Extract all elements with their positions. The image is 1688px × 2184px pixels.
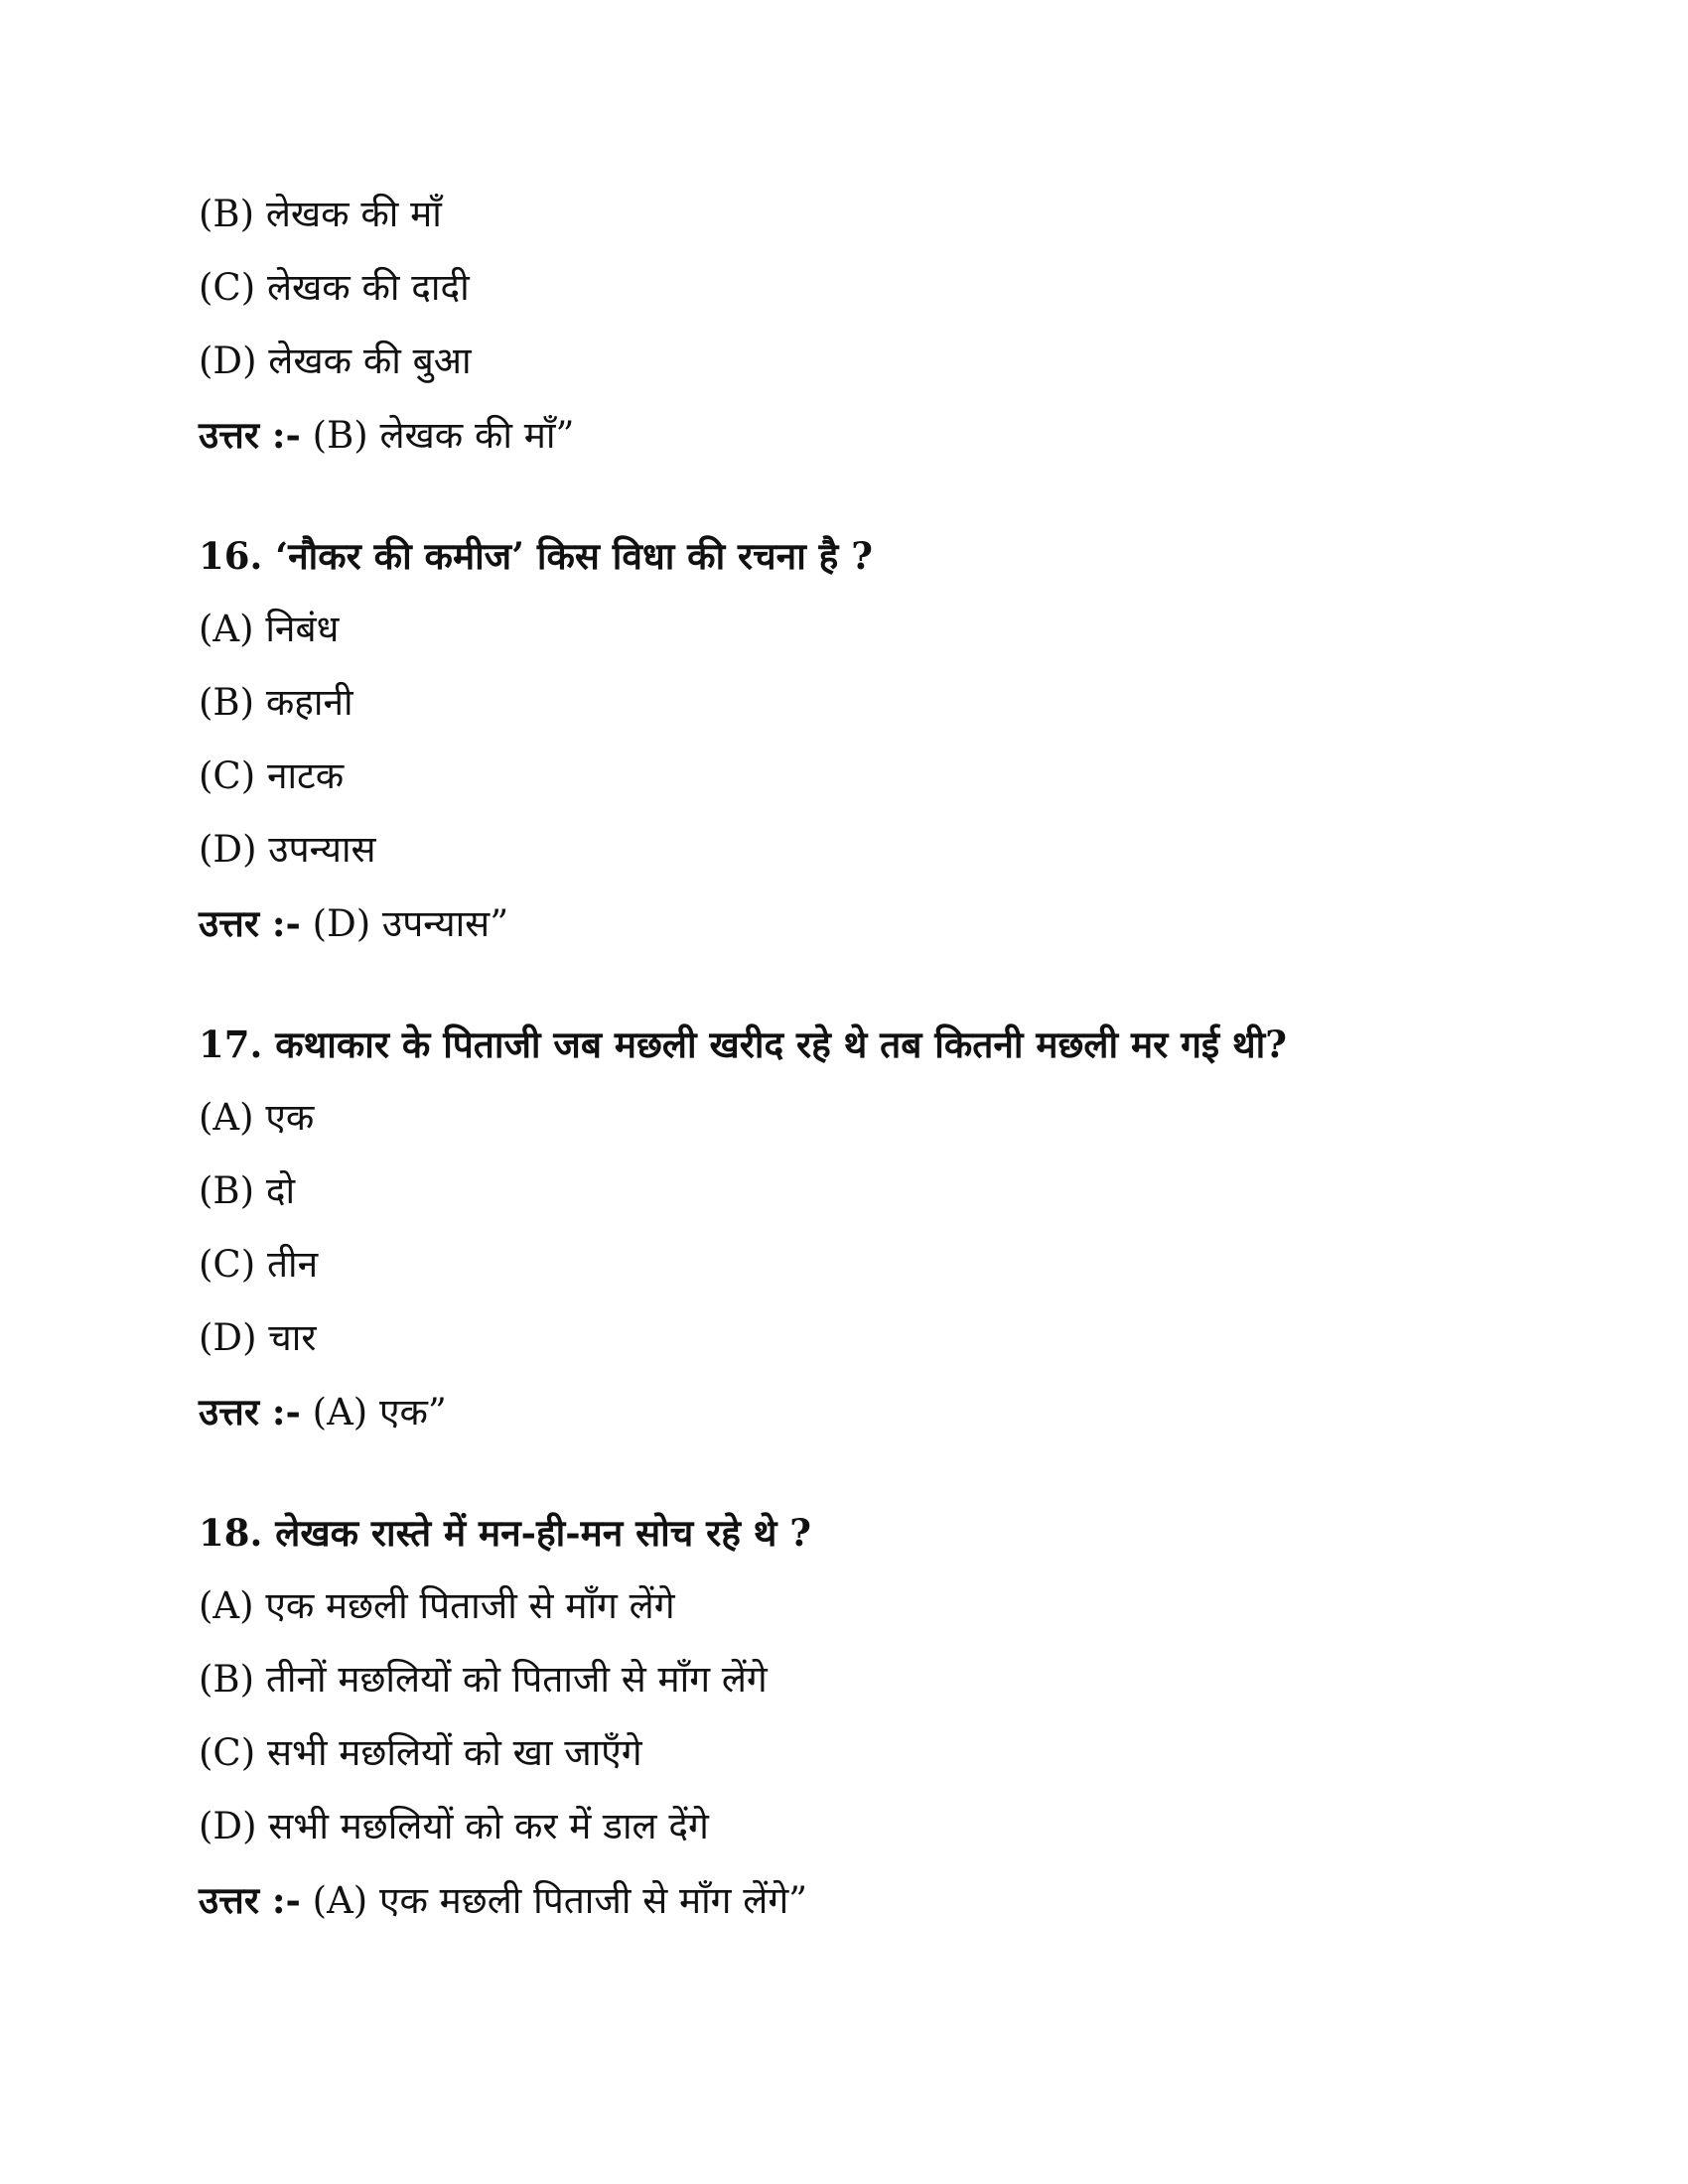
option-c: (C) नाटक [199,754,345,797]
question-16-block [199,530,1569,971]
option-d: (D) सभी मछलियों को कर में डाल देंगे [199,1805,709,1847]
option-a: (A) एक [199,1096,315,1139]
answer-line [199,1386,1569,1459]
option-d: (D) चार [199,1316,317,1359]
option-b: (B) तीनों मछलियों को पिताजी से माँग लेंगे [199,1658,768,1701]
answer-line [199,409,1569,482]
option-d: (D) लेखक की बुआ [199,340,472,382]
answer-value: (A) एक” [300,1391,447,1433]
question-18-block [199,1507,1569,1948]
question-text: 16. ‘नौकर की कमीज’ किस विधा की रचना है ? [199,534,873,578]
answer-line [199,897,1569,971]
question-17-block [199,1019,1569,1459]
option-a: (A) एक मछली पिताजी से माँग लेंगे [199,1584,675,1627]
option-c: (C) सभी मछलियों को खा जाएँगे [199,1731,642,1774]
question-text: 17. कथाकार के पिताजी जब मछली खरीद रहे थे तब कितनी मछली मर गई थी? [199,1023,1287,1066]
answer-value: (A) एक मछली पिताजी से माँग लेंगे” [300,1879,808,1922]
answer-label: उत्तर :- [199,1878,301,1922]
answer-label: उत्तर :- [199,1390,301,1433]
option-c: (C) तीन [199,1243,319,1286]
question-15-continuation [199,189,1569,482]
answer-label: उत्तर :- [199,413,301,457]
question-text: 18. लेखक रास्ते में मन-ही-मन सोच रहे थे ? [199,1511,811,1555]
answer-value: (B) लेखक की माँ” [300,414,575,457]
option-b: (B) दो [199,1169,296,1212]
option-b: (B) लेखक की माँ [199,193,442,235]
document-page [199,189,1569,1948]
option-a: (A) निबंध [199,608,340,650]
answer-value: (D) उपन्यास” [300,902,509,945]
option-b: (B) कहानी [199,681,353,724]
option-c: (C) लेखक की दादी [199,266,470,309]
answer-label: उत्तर :- [199,901,301,945]
option-d: (D) उपन्यास [199,828,376,871]
answer-line [199,1874,1569,1948]
